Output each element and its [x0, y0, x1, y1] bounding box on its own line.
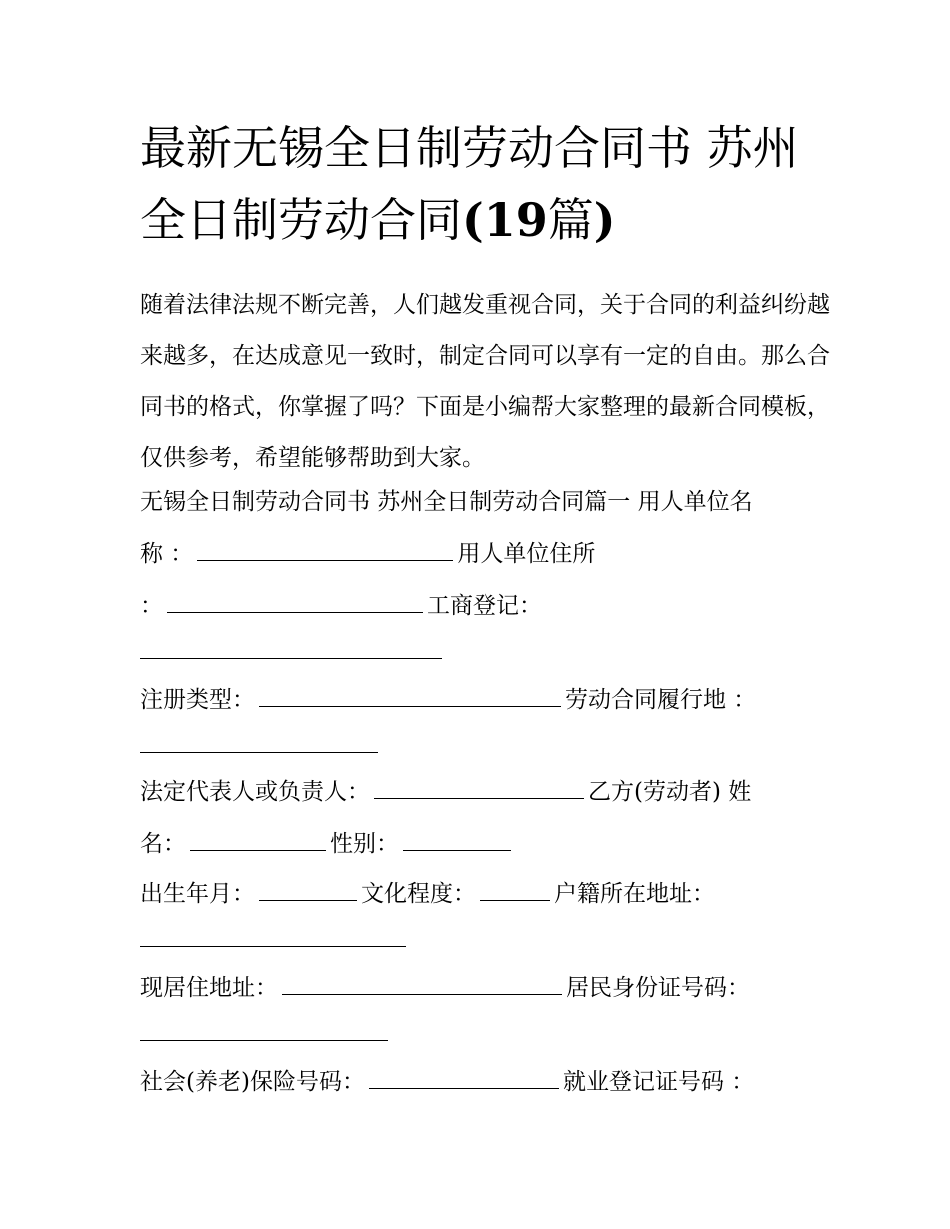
title-close-paren: )	[593, 193, 616, 247]
household-address-blank[interactable]	[140, 926, 406, 947]
form-line-employer	[140, 538, 595, 570]
section-heading: 无锡全日制劳动合同书 苏州全日制劳动合同篇一 用人单位名	[140, 489, 753, 515]
insurance-label: 社会(养老)保险号码：	[140, 1069, 365, 1095]
form-line-current-address	[140, 972, 750, 1004]
education-label: 文化程度：	[361, 881, 476, 907]
intro-paragraph: 随着法律法规不断完善，人们越发重视合同，关于合同的利益纠纷越来越多，在达成意见一致时，制定合同可以享有一定的自由。那么合同书的格式，你掌握了吗？下面是小编帮大家整理的最新合同模板，仅供参考，希望能够帮助到大家。	[140, 292, 830, 471]
employment-reg-label: 就业登记证号码 ：	[562, 1069, 755, 1095]
name-label: 名：	[140, 831, 186, 857]
form-line-legal-rep	[140, 776, 751, 808]
legal-rep-blank[interactable]	[374, 778, 584, 799]
form-line-household-blank	[140, 924, 410, 956]
insurance-blank[interactable]	[369, 1068, 559, 1089]
business-registration-label: 工商登记：	[427, 593, 542, 619]
document-title	[140, 112, 830, 256]
contract-location-label: 劳动合同履行地 ：	[565, 687, 757, 713]
employer-address-colon: ：	[140, 593, 163, 619]
birth-label: 出生年月：	[140, 881, 255, 907]
form-line-address	[140, 590, 542, 622]
employer-name-blank[interactable]	[197, 540, 453, 561]
registration-type-label: 注册类型：	[140, 687, 255, 713]
form-line-location-blank	[140, 730, 382, 762]
form-line-birth	[140, 878, 715, 910]
title-count: (19	[462, 193, 548, 247]
form-line-registration-blank	[140, 636, 446, 668]
current-address-label: 现居住地址：	[140, 975, 278, 1001]
employer-name-label: 称 ：	[140, 541, 194, 567]
id-number-label: 居民身份证号码：	[566, 975, 750, 1001]
name-blank[interactable]	[190, 830, 326, 851]
household-address-label: 户籍所在地址：	[554, 881, 715, 907]
employer-address-blank[interactable]	[167, 592, 423, 613]
title-text-main: 最新无锡全日制劳动合同书 苏州全日制劳动合同	[140, 121, 799, 247]
gender-blank[interactable]	[403, 830, 511, 851]
form-line-insurance	[140, 1066, 754, 1098]
birth-blank[interactable]	[259, 880, 357, 901]
gender-label: 性别：	[330, 831, 399, 857]
title-count-unit: 篇	[547, 193, 594, 247]
form-line-id-blank	[140, 1018, 392, 1050]
current-address-blank[interactable]	[282, 974, 562, 995]
contract-location-blank[interactable]	[140, 732, 378, 753]
education-blank[interactable]	[480, 880, 550, 901]
form-line-name	[140, 828, 515, 860]
party-b-label: 乙方(劳动者) 姓	[588, 779, 752, 805]
employer-address-label: 用人单位住所	[457, 541, 596, 567]
registration-type-blank[interactable]	[259, 686, 561, 707]
legal-rep-label: 法定代表人或负责人：	[140, 779, 370, 805]
form-line-registration-type	[140, 684, 756, 716]
business-registration-blank[interactable]	[140, 638, 442, 659]
id-number-blank[interactable]	[140, 1020, 388, 1041]
